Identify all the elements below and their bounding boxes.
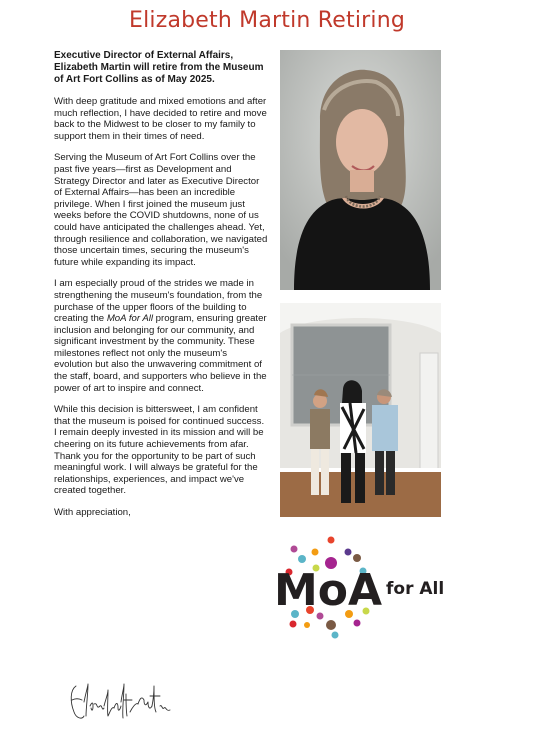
- paragraph-4: While this decision is bittersweet, I am confident that the museum is poised for continued success. I remain deeply invested in its mission and will be cheering on its future achievements from afar. Thank you for the opportunity to be part of such meaningful work. I will always be grateful for the relationships, experiences, and impact we've created together.: [54, 404, 265, 497]
- logo-moa-text: MoA: [274, 565, 383, 616]
- logo-for-all-text: for All: [386, 579, 445, 599]
- paragraph-1: With deep gratitude and mixed emotions and after much reflection, I have decided to retire and move back to the Midwest to be closer to my family to support them in their times of need.: [54, 96, 267, 142]
- portrait-photo: [280, 50, 441, 290]
- paragraph-3-end: program, ensuring greater inclusion and belonging for our community, and significant investment by the community. These milestones reflect not only the museum's evolution but also the unwavering commitment of the staff, board, and supporters who believe in the power of art to inspire and connect.: [54, 313, 267, 394]
- page-title: Elizabeth Martin Retiring: [128, 8, 406, 33]
- article-body: [54, 50, 268, 529]
- closing-line: With appreciation,: [54, 507, 131, 518]
- article-lead: Executive Director of External Affairs, Elizabeth Martin will retire from the Museum of Art Fort Collins as of May 2025.: [54, 50, 264, 85]
- paragraph-2: Serving the Museum of Art Fort Collins over the past five years—first as Development and Strategy Director and later as Executive Director of External Affairs—has been an incredible privilege. When I first joined the museum just weeks before the COVID shutdowns, none of us could have anticipated the challenges ahead. Yet, through resilience and collaboration, we navigated those uncertain times, securing the museum's future while expanding its impact.: [54, 152, 268, 268]
- signature: [66, 672, 176, 728]
- paragraph-3: [54, 278, 268, 394]
- program-name: MoA for All: [106, 313, 154, 325]
- paragraph-3-start: I am especially proud of the strides we made in strengthening the museum's foundation, from the purchase of the upper floors of the building to creating the: [54, 278, 263, 325]
- group-photo: [280, 303, 441, 517]
- moa-for-all-logo: [272, 530, 457, 645]
